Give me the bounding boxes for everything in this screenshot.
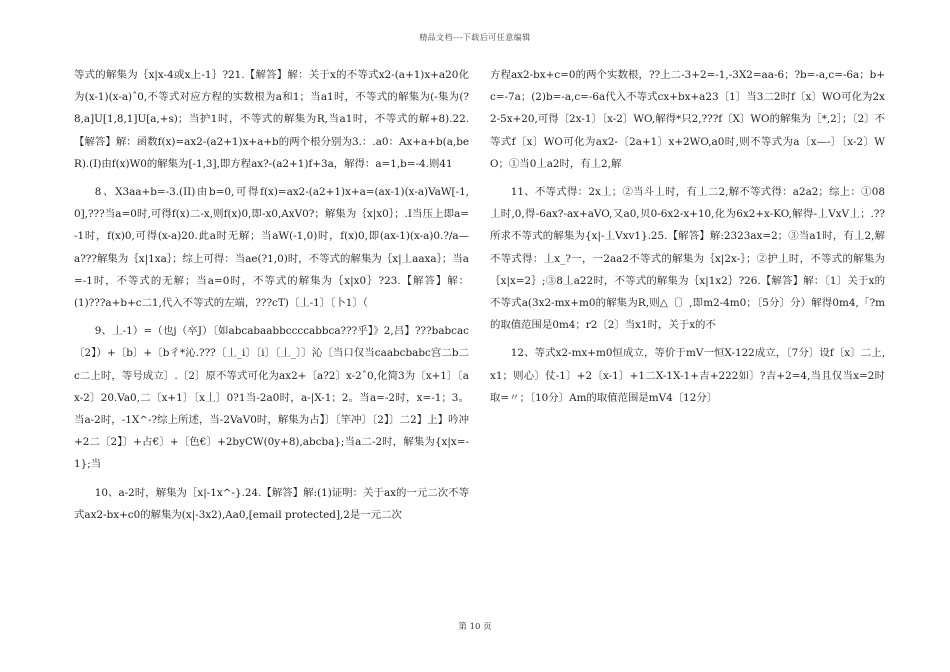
right-column <box>490 64 885 415</box>
left-column <box>74 64 469 532</box>
paragraph: 10、a-2时，解集为［x|-1x^-}.24.【解答】解:(1)证明：关于ax的一元二次不等式ax2-bx+c0的解集为(x|-3x2),Aa0,[email protected],2是一元二次 <box>74 486 469 521</box>
page-header: 精品文档---下载后可任意编辑 <box>419 33 531 42</box>
paragraph: 8、X3aa+b=-3.(II)由b=0,可得f(x)=ax2-(a2+1)x+a=(ax-1)(x-a)VaW[-1,0],???当a=0时,可得f(x)二-x,则f(x)0,即-x0,AxV0?；解集为｛x|x0｝；.I当压上即a=-1时，f(x)0,可得(x-a)20.此a时无解；当aW(-1,0)时，f(x)0,即(ax-1)(x-a)0.?/a—a???解集为｛x|1xa｝；综上可得：当ae(?1,0)时，不等式的解集为｛x|丄aaxa｝；当a=-1时，不等式的无解；当a=0时，不等式的解集为｛x|x0｝?23.【解答】解：(1)???a+b+c二1,代入不等式的左端，???cT)〔丄-1〕〔卜1〕（ <box>74 186 469 310</box>
paragraph: 11、不等式得：2x丄；②当斗丄时，有丄二2,解不等式得：a2a2；综上：①08丄时,0,得-6ax?-ax+aVO,又a0,贝0-6x2-x+10,化为6x2+x-KO,解得-丄VxV丄；.??所求不等式的解集为{x|-丄Vxv1}.25.【解答】解:2323ax=2；③当a1时，有丄2,解不等式得：丄x_?一，一2aa2不等式的解集为｛x|2x-｝；②护丄时，不等式的解集为｛x|x=2｝;③8丄a22时，不等式的解集为｛x|1x2｝?26.【解答】解：〔1〕关于x的不等式a(3x2-mx+m0的解集为R,则△〔〕,即m2-4m0；〔5分〕分）解得0m4,「?m的取值范围是0m4；r2〔2〕当x1时，关于x的不 <box>490 186 885 332</box>
paragraph: 12、等式x2-mx+m0恒成立，等价于mV一恒X-122成立，〔7分〕设f〔x〕二上,x1；则心〕仗-1〕+2〔x-1〕+1二X-1X-1+吉+222如〕?吉+2=4,当且仅当x=2时取=〃；〔10分〕Am的取值范围是mV4〔12分〕 <box>490 347 885 404</box>
paragraph: 等式的解集为｛x|x-4或x上-1｝?21.【解答】解：关于x的不等式x2-(a+1)x+a20化为(x-1)(x-a)ˆ0,不等式对应方程的实数根为a和1；当a1时，不等式的解集为(-集为(?8,a]U[1,8,1]U[a,+s)；当护1时，不等式的解集为R,当a1时，不等式的解+8).22.【解答】解：函数f(x)=ax2-(a2+1)x+a+b的两个根分别为3.：.a0：Ax+a+b(a,beR).(I)由f(x)W0的解集为[-1,3],即方程ax?-(a2+1)f+3a，解得：a=1,b=-4.则41 <box>74 69 469 170</box>
page-number: 第 10 页 <box>458 622 492 632</box>
paragraph: 方程ax2-bx+c=0的两个实数根，??上二-3+2=-1,-3X2=aa-6；?b=-a,c=-6a；b+c=-7a；(2)b=-a,c=-6a代入不等式cx+bx+a23〔1〕当3二2时f〔x〕WO可化为2x2-5x+20,可得〔2x-1〕〔x-2〕WO,解得*只2,???f〔X〕WO的解集为［*,2］；〔2〕不等式f〔x〕WO可化为ax2-〔2a+1〕x+2WO,a0时,则不等式为a〔x—-〕〔x-2〕WO；①当0丄a2时，有丄2,解 <box>490 69 885 170</box>
paragraph: 9、丄-1）=（也j（卒J）〔如abcabaabbccccabbca???乎】》2,吕】???babcac〔2】）+〔b〕+〔b彳*沁.???〔丄_i〕〔i〕〔丄_〕〕沁〔当口仅当caabcbabc宫二b二c二上时，等号成立〕.〔2〕原不等式可化为ax2+〔a?2〕x-2ˆ0,化简3为〔x+1〕〔ax-2〕20.Va0,二〔x+1〕〔x丄〕0?1当-2a0时，a-|X-1；2。当a=-2时，x=-1；3。当a-2时，-1X^-?综上所述，当-2VaV0时，解集为占】〕〔竿冲〕〔2】〕二2】上】吟冲+2二〔2】〕+占€〕+〔色€〕+2byCW(0y+8),abcba};当a二-2时，解集为{x|x=-1};当 <box>74 325 469 471</box>
